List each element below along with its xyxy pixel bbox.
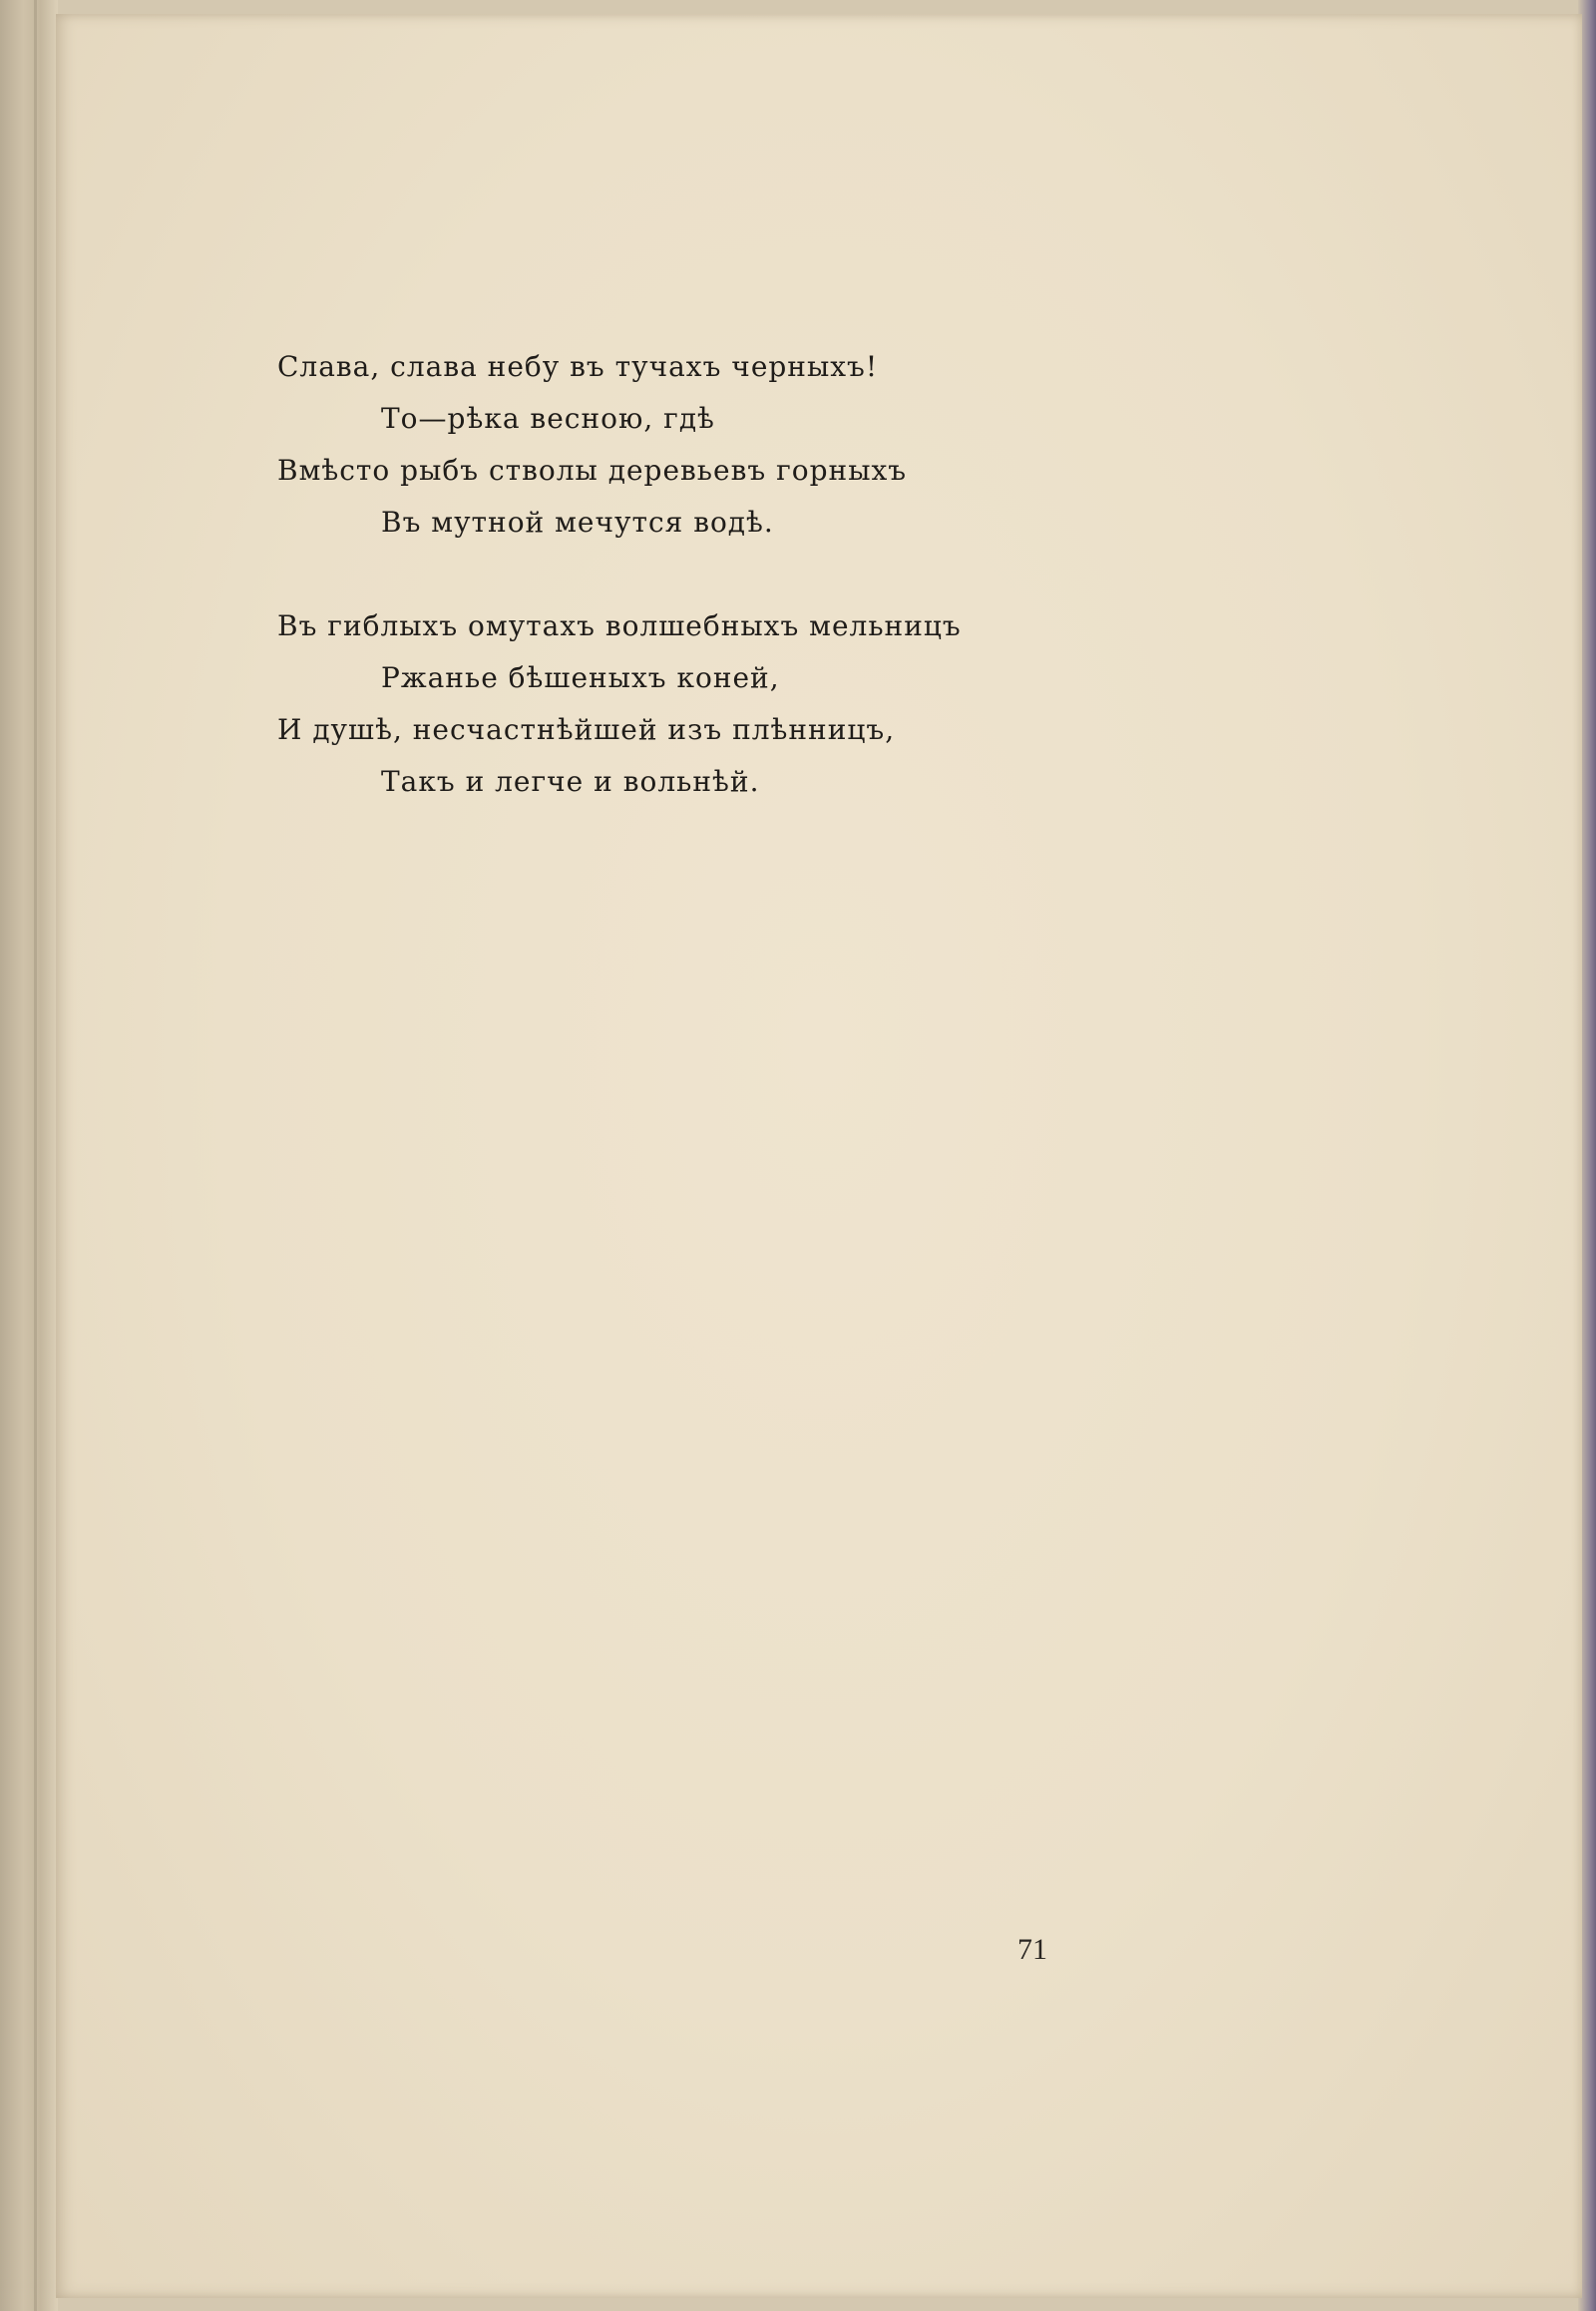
poem-stanza-2 <box>277 600 962 808</box>
book-binding <box>0 0 58 2311</box>
poem-stanza-1 <box>277 341 962 549</box>
poem-line: Въ гиблыхъ омутахъ волшебныхъ мельницъ <box>277 609 962 642</box>
page-number: 71 <box>1017 1933 1047 1966</box>
binding-edge <box>34 0 37 2311</box>
poem-line: Въ мутной мечутся водѣ. <box>381 506 774 539</box>
poem-line: То—рѣка весною, гдѣ <box>381 402 715 435</box>
poem <box>277 341 962 808</box>
poem-line: Слава, слава небу въ тучахъ черныхъ! <box>277 350 879 383</box>
stanza-gap <box>277 549 962 600</box>
poem-line: Такъ и легче и вольнѣй. <box>381 765 760 798</box>
poem-line: Ржанье бѣшеныхъ коней, <box>381 661 780 694</box>
poem-line: Вмѣсто рыбъ стволы деревьевъ горныхъ <box>277 454 908 487</box>
poem-line: И душѣ, несчастнѣйшей изъ плѣнницъ, <box>277 713 896 746</box>
